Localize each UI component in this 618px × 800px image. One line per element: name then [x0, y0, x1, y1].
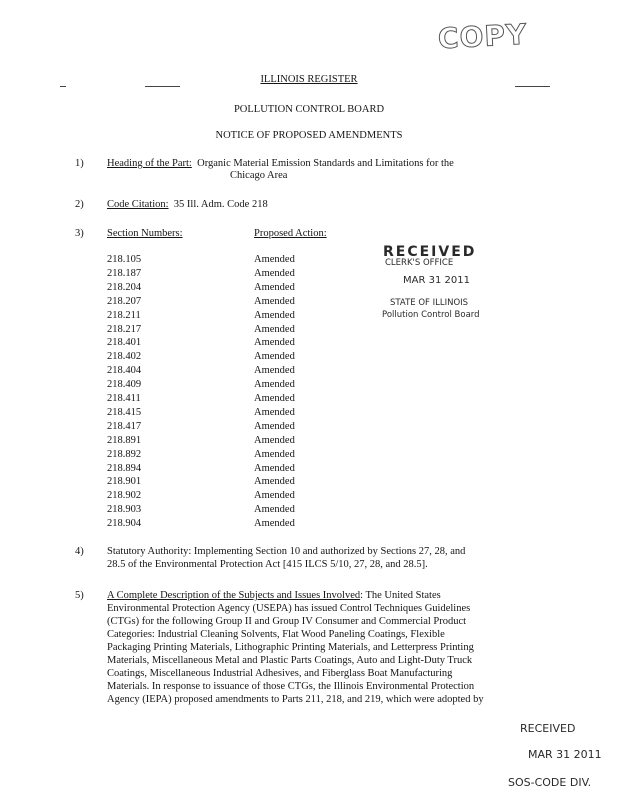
proposed-action: Amended [254, 295, 295, 307]
item-2-number: 2) [75, 199, 84, 210]
item-5-line-8: Materials. In response to issuance of those CTGs, the Illinois Environmental Protection [107, 681, 475, 692]
proposed-action: Amended [254, 337, 295, 349]
proposed-action: Amended [254, 420, 295, 432]
copy-stamp: COPY [437, 17, 528, 56]
section-number: 218.105 [107, 254, 142, 265]
section-number: 218.902 [107, 490, 142, 502]
section-number: 218.211 [107, 309, 141, 321]
notice-title: NOTICE OF PROPOSED AMENDMENTS [215, 130, 403, 141]
proposed-action: Amended [254, 518, 295, 530]
item-4-number: 4) [75, 546, 84, 557]
proposed-action: Amended [254, 267, 295, 279]
clerk-stamp-board: Pollution Control Board [382, 310, 480, 320]
header-rule [145, 86, 180, 87]
clerk-stamp-state: STATE OF ILLINOIS [390, 298, 469, 308]
item-1-heading: Heading of the Part: Organic Material Emission Standards and Limitations for the [107, 158, 454, 169]
section-number: 218.417 [107, 420, 142, 432]
header-rule [515, 86, 550, 87]
section-number: 218.904 [107, 518, 142, 530]
proposed-action: Amended [254, 323, 295, 335]
item-2-citation: Code Citation: 35 Ill. Adm. Code 218 [107, 199, 268, 210]
item-4-line-1: Statutory Authority: Implementing Section 10 and authorized by Sections 27, 28, and [107, 546, 466, 557]
section-number: 218.894 [107, 462, 142, 474]
section-number: 218.901 [107, 476, 142, 488]
item-5-line-1: A Complete Description of the Subjects and Issues Involved: The United States [107, 590, 441, 601]
section-number: 218.402 [107, 351, 142, 363]
proposed-action: Amended [254, 434, 295, 446]
item-1-number: 1) [75, 158, 84, 169]
section-number: 218.404 [107, 365, 142, 377]
proposed-action: Amended [254, 406, 295, 418]
section-number: 218.903 [107, 504, 142, 516]
section-number: 218.891 [107, 434, 142, 446]
item-5-line-4: Categories: Industrial Cleaning Solvents, Flat Wood Paneling Coatings, Flexible [107, 629, 445, 640]
proposed-action: Amended [254, 504, 295, 516]
register-title: ILLINOIS REGISTER [260, 74, 358, 85]
proposed-action: Amended [254, 393, 295, 404]
board-title: POLLUTION CONTROL BOARD [233, 104, 385, 115]
proposed-action: Amended [254, 351, 295, 363]
proposed-action: Amended [254, 254, 295, 265]
proposed-action: Amended [254, 490, 295, 502]
section-numbers-header: Section Numbers: [107, 228, 183, 239]
item-1-heading-cont: Chicago Area [230, 170, 288, 181]
sos-stamp-received: RECEIVED [520, 722, 576, 735]
proposed-action: Amended [254, 281, 295, 293]
header-rule [60, 86, 66, 87]
sos-stamp-division: SOS-CODE DIV. [508, 776, 592, 789]
section-number: 218.207 [107, 295, 142, 307]
section-number: 218.415 [107, 406, 142, 418]
section-number: 218.409 [107, 379, 142, 391]
proposed-action-header: Proposed Action: [254, 228, 327, 239]
section-number: 218.401 [107, 337, 142, 349]
clerk-stamp-office: CLERK'S OFFICE [385, 258, 454, 268]
item-5-line-9: Agency (IEPA) proposed amendments to Parts 211, 218, and 219, which were adopted by [107, 694, 484, 705]
section-number: 218.187 [107, 267, 142, 279]
proposed-action: Amended [254, 379, 295, 391]
item-4-line-2: 28.5 of the Environmental Protection Act [415 ILCS 5/10, 27, 28, and 28.5]. [107, 559, 428, 570]
item-5-line-6: Materials, Miscellaneous Metal and Plastic Parts Coatings, Auto and Light-Duty Truck [107, 655, 473, 666]
proposed-action: Amended [254, 476, 295, 488]
section-number: 218.411 [107, 393, 141, 404]
section-number: 218.204 [107, 281, 142, 293]
item-5-number: 5) [75, 590, 84, 601]
section-number: 218.217 [107, 323, 142, 335]
proposed-action: Amended [254, 309, 295, 321]
proposed-action: Amended [254, 365, 295, 377]
proposed-action: Amended [254, 462, 295, 474]
item-5-line-7: Coatings, Miscellaneous Industrial Adhesives, and Fiberglass Boat Manufacturing [107, 668, 453, 679]
clerk-stamp-received: RECEIVED [383, 244, 477, 260]
sos-stamp-date: MAR 31 2011 [528, 748, 602, 761]
section-number: 218.892 [107, 448, 142, 460]
item-5-line-3: (CTGs) for the following Group II and Group IV Consumer and Commercial Product [107, 616, 467, 627]
item-5-line-2: Environmental Protection Agency (USEPA) has issued Control Techniques Guidelines [107, 603, 471, 614]
item-5-line-5: Packaging Printing Materials, Lithographic Printing Materials, and Letterpress Printing [107, 642, 474, 653]
clerk-stamp-date: MAR 31 2011 [403, 275, 470, 286]
proposed-action: Amended [254, 448, 295, 460]
item-3-number: 3) [75, 228, 84, 239]
